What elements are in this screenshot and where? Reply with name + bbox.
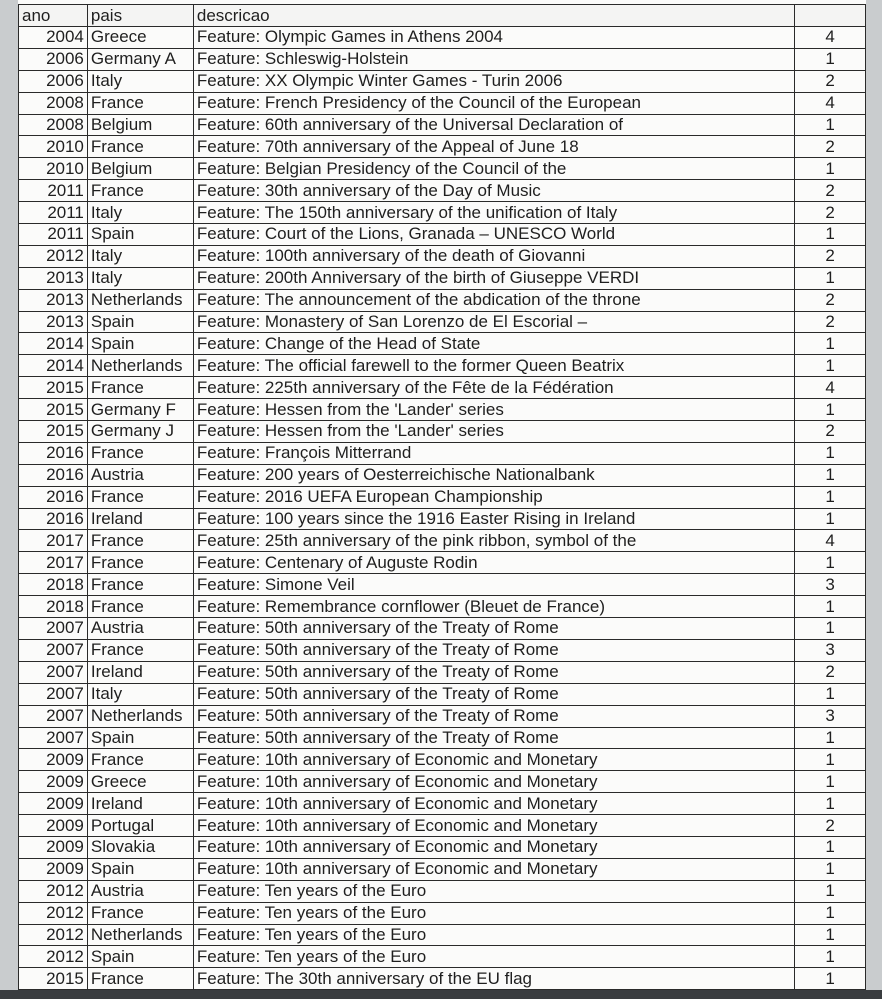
cell-pais[interactable]: Spain <box>87 858 193 880</box>
cell-quantity[interactable]: 1 <box>795 924 866 946</box>
table-row <box>19 902 866 924</box>
table-row <box>19 596 866 618</box>
table-row <box>19 267 866 289</box>
cell-descricao[interactable]: Feature: Ten years of the Euro <box>193 924 794 946</box>
table-row <box>19 924 866 946</box>
cell-ano[interactable]: 2006 <box>19 70 88 92</box>
cell-quantity[interactable]: 2 <box>795 180 866 202</box>
header-cell-ano[interactable]: ano <box>19 5 88 27</box>
cell-ano[interactable]: 2015 <box>19 399 88 421</box>
cell-descricao[interactable]: Feature: French Presidency of the Council of the European <box>193 92 794 114</box>
cell-ano[interactable]: 2007 <box>19 705 88 727</box>
cell-pais[interactable]: Belgium <box>87 114 193 136</box>
cell-quantity[interactable]: 1 <box>795 880 866 902</box>
cell-ano[interactable]: 2013 <box>19 311 88 333</box>
cell-pais[interactable]: France <box>87 596 193 618</box>
cell-descricao[interactable]: Feature: Court of the Lions, Granada – UNESCO World <box>193 224 794 246</box>
cell-ano[interactable]: 2009 <box>19 836 88 858</box>
cell-descricao[interactable]: Feature: 70th anniversary of the Appeal of June 18 <box>193 136 794 158</box>
table-row <box>19 136 866 158</box>
cell-ano[interactable]: 2015 <box>19 377 88 399</box>
cell-pais[interactable]: Netherlands <box>87 355 193 377</box>
cell-descricao[interactable]: Feature: 225th anniversary of the Fête de la Fédération <box>193 377 794 399</box>
cell-pais[interactable]: Slovakia <box>87 836 193 858</box>
cell-quantity[interactable]: 2 <box>795 70 866 92</box>
cell-pais[interactable]: Germany J <box>87 421 193 443</box>
table-row <box>19 508 866 530</box>
cell-quantity[interactable]: 2 <box>795 661 866 683</box>
cell-descricao[interactable]: Feature: 50th anniversary of the Treaty of Rome <box>193 639 794 661</box>
cell-descricao[interactable]: Feature: 10th anniversary of Economic and Monetary <box>193 815 794 837</box>
cell-ano[interactable]: 2016 <box>19 486 88 508</box>
cell-pais[interactable]: France <box>87 486 193 508</box>
cell-descricao[interactable]: Feature: Hessen from the 'Lander' series <box>193 399 794 421</box>
cell-quantity[interactable]: 1 <box>795 464 866 486</box>
table-row <box>19 749 866 771</box>
cell-pais[interactable]: Italy <box>87 245 193 267</box>
cell-ano[interactable]: 2013 <box>19 267 88 289</box>
cell-pais[interactable]: France <box>87 136 193 158</box>
cell-descricao[interactable]: Feature: 50th anniversary of the Treaty of Rome <box>193 705 794 727</box>
cell-descricao[interactable]: Feature: 200 years of Oesterreichische Nationalbank <box>193 464 794 486</box>
table-row <box>19 968 866 990</box>
cell-descricao[interactable]: Feature: 50th anniversary of the Treaty of Rome <box>193 618 794 640</box>
cell-descricao[interactable]: Feature: XX Olympic Winter Games - Turin 2006 <box>193 70 794 92</box>
cell-descricao[interactable]: Feature: Ten years of the Euro <box>193 880 794 902</box>
cell-descricao[interactable]: Feature: 200th Anniversary of the birth of Giuseppe VERDI <box>193 267 794 289</box>
cell-quantity[interactable]: 1 <box>795 946 866 968</box>
cell-ano[interactable]: 2014 <box>19 355 88 377</box>
table-row <box>19 421 866 443</box>
table-row <box>19 727 866 749</box>
cell-ano[interactable]: 2018 <box>19 574 88 596</box>
cell-pais[interactable]: France <box>87 377 193 399</box>
cell-quantity[interactable]: 2 <box>795 311 866 333</box>
cell-quantity[interactable]: 1 <box>795 683 866 705</box>
cell-descricao[interactable]: Feature: 50th anniversary of the Treaty of Rome <box>193 661 794 683</box>
cell-quantity[interactable]: 1 <box>795 749 866 771</box>
table-row <box>19 355 866 377</box>
cell-pais[interactable]: Netherlands <box>87 289 193 311</box>
cell-ano[interactable]: 2010 <box>19 136 88 158</box>
cell-pais[interactable]: France <box>87 749 193 771</box>
table-row <box>19 442 866 464</box>
cell-pais[interactable]: Netherlands <box>87 924 193 946</box>
cell-quantity[interactable]: 1 <box>795 793 866 815</box>
cell-ano[interactable]: 2009 <box>19 815 88 837</box>
cell-ano[interactable]: 2007 <box>19 639 88 661</box>
table-row <box>19 880 866 902</box>
cell-descricao[interactable]: Feature: 100 years since the 1916 Easter Rising in Ireland <box>193 508 794 530</box>
cell-descricao[interactable]: Feature: 60th anniversary of the Universal Declaration of <box>193 114 794 136</box>
cell-quantity[interactable]: 1 <box>795 618 866 640</box>
cell-quantity[interactable]: 1 <box>795 158 866 180</box>
cell-ano[interactable]: 2018 <box>19 596 88 618</box>
cell-quantity[interactable]: 2 <box>795 815 866 837</box>
cell-ano[interactable]: 2009 <box>19 858 88 880</box>
cell-quantity[interactable]: 3 <box>795 574 866 596</box>
table-row <box>19 771 866 793</box>
table-row <box>19 224 866 246</box>
table-row <box>19 114 866 136</box>
spreadsheet-sheet <box>18 0 866 990</box>
cell-quantity[interactable]: 1 <box>795 48 866 70</box>
table-row <box>19 552 866 574</box>
cell-quantity[interactable]: 1 <box>795 968 866 990</box>
cell-pais[interactable]: Spain <box>87 333 193 355</box>
cell-ano[interactable]: 2012 <box>19 924 88 946</box>
cell-descricao[interactable]: Feature: 2016 UEFA European Championship <box>193 486 794 508</box>
cell-descricao[interactable]: Feature: 100th anniversary of the death of Giovanni <box>193 245 794 267</box>
cell-ano[interactable]: 2016 <box>19 442 88 464</box>
cell-quantity[interactable]: 1 <box>795 355 866 377</box>
cell-descricao[interactable]: Feature: 25th anniversary of the pink ribbon, symbol of the <box>193 530 794 552</box>
cell-quantity[interactable]: 1 <box>795 552 866 574</box>
cell-pais[interactable]: Ireland <box>87 793 193 815</box>
cell-quantity[interactable]: 1 <box>795 771 866 793</box>
cell-ano[interactable]: 2007 <box>19 727 88 749</box>
table-row <box>19 793 866 815</box>
cell-quantity[interactable]: 2 <box>795 245 866 267</box>
cell-pais[interactable]: France <box>87 968 193 990</box>
cell-descricao[interactable]: Feature: 10th anniversary of Economic and Monetary <box>193 836 794 858</box>
cell-descricao[interactable]: Feature: 50th anniversary of the Treaty of Rome <box>193 683 794 705</box>
cell-ano[interactable]: 2012 <box>19 946 88 968</box>
table-row <box>19 705 866 727</box>
header-cell-descricao[interactable]: descricao <box>193 5 794 27</box>
table-row <box>19 574 866 596</box>
cell-quantity[interactable]: 4 <box>795 27 866 49</box>
cell-ano[interactable]: 2007 <box>19 683 88 705</box>
cell-ano[interactable]: 2010 <box>19 158 88 180</box>
header-cell-pais[interactable]: pais <box>87 5 193 27</box>
cell-quantity[interactable]: 2 <box>795 202 866 224</box>
cell-pais[interactable]: Greece <box>87 771 193 793</box>
table-row <box>19 618 866 640</box>
cell-quantity[interactable]: 4 <box>795 92 866 114</box>
cell-quantity[interactable]: 1 <box>795 399 866 421</box>
cell-pais[interactable]: France <box>87 639 193 661</box>
header-row <box>19 5 866 27</box>
cell-pais[interactable]: Italy <box>87 683 193 705</box>
cell-descricao[interactable]: Feature: Monastery of San Lorenzo de El Escorial – <box>193 311 794 333</box>
cell-descricao[interactable]: Feature: 10th anniversary of Economic and Monetary <box>193 771 794 793</box>
cell-quantity[interactable]: 1 <box>795 267 866 289</box>
table-row <box>19 530 866 552</box>
cell-ano[interactable]: 2008 <box>19 114 88 136</box>
cell-descricao[interactable]: Feature: Olympic Games in Athens 2004 <box>193 27 794 49</box>
cell-ano[interactable]: 2009 <box>19 749 88 771</box>
table-row <box>19 464 866 486</box>
table-row <box>19 486 866 508</box>
cell-ano[interactable]: 2016 <box>19 464 88 486</box>
table-row <box>19 48 866 70</box>
cell-descricao[interactable]: Feature: Hessen from the 'Lander' series <box>193 421 794 443</box>
bottom-edge-bar <box>0 990 882 999</box>
cell-quantity[interactable]: 1 <box>795 333 866 355</box>
cell-ano[interactable]: 2007 <box>19 618 88 640</box>
cell-descricao[interactable]: Feature: 10th anniversary of Economic and Monetary <box>193 749 794 771</box>
cell-quantity[interactable]: 4 <box>795 530 866 552</box>
table-row <box>19 946 866 968</box>
cell-pais[interactable]: Belgium <box>87 158 193 180</box>
cell-quantity[interactable]: 3 <box>795 639 866 661</box>
cell-ano[interactable]: 2015 <box>19 421 88 443</box>
cell-quantity[interactable]: 2 <box>795 289 866 311</box>
cell-ano[interactable]: 2015 <box>19 968 88 990</box>
cell-pais[interactable]: France <box>87 902 193 924</box>
table-row <box>19 639 866 661</box>
cell-pais[interactable]: Italy <box>87 267 193 289</box>
cell-pais[interactable]: Spain <box>87 311 193 333</box>
cell-descricao[interactable]: Feature: Simone Veil <box>193 574 794 596</box>
cell-pais[interactable]: Spain <box>87 727 193 749</box>
cell-ano[interactable]: 2011 <box>19 224 88 246</box>
cell-ano[interactable]: 2011 <box>19 202 88 224</box>
cell-pais[interactable]: France <box>87 442 193 464</box>
cell-pais[interactable]: Spain <box>87 946 193 968</box>
cell-ano[interactable]: 2013 <box>19 289 88 311</box>
cell-pais[interactable]: Austria <box>87 618 193 640</box>
cell-quantity[interactable]: 1 <box>795 114 866 136</box>
table-row <box>19 289 866 311</box>
cell-descricao[interactable]: Feature: Centenary of Auguste Rodin <box>193 552 794 574</box>
cell-ano[interactable]: 2006 <box>19 48 88 70</box>
table-row <box>19 333 866 355</box>
cell-quantity[interactable]: 1 <box>795 836 866 858</box>
cell-pais[interactable]: Netherlands <box>87 705 193 727</box>
cell-quantity[interactable]: 1 <box>795 224 866 246</box>
cell-ano[interactable]: 2012 <box>19 245 88 267</box>
table-row <box>19 836 866 858</box>
cell-pais[interactable]: Ireland <box>87 508 193 530</box>
cell-descricao[interactable]: Feature: Ten years of the Euro <box>193 946 794 968</box>
cell-pais[interactable]: Italy <box>87 70 193 92</box>
cell-pais[interactable]: Greece <box>87 27 193 49</box>
cell-ano[interactable]: 2017 <box>19 552 88 574</box>
cell-pais[interactable]: France <box>87 180 193 202</box>
cell-ano[interactable]: 2008 <box>19 92 88 114</box>
cell-descricao[interactable]: Feature: 10th anniversary of Economic and Monetary <box>193 793 794 815</box>
table-row <box>19 180 866 202</box>
cell-quantity[interactable]: 1 <box>795 508 866 530</box>
cell-pais[interactable]: Austria <box>87 880 193 902</box>
cell-descricao[interactable]: Feature: Ten years of the Euro <box>193 902 794 924</box>
cell-quantity[interactable]: 3 <box>795 705 866 727</box>
cell-ano[interactable]: 2012 <box>19 902 88 924</box>
cell-quantity[interactable]: 2 <box>795 136 866 158</box>
cell-quantity[interactable]: 4 <box>795 377 866 399</box>
cell-ano[interactable]: 2011 <box>19 180 88 202</box>
cell-descricao[interactable]: Feature: Remembrance cornflower (Bleuet de France) <box>193 596 794 618</box>
cell-quantity[interactable]: 1 <box>795 442 866 464</box>
cell-descricao[interactable]: Feature: Schleswig-Holstein <box>193 48 794 70</box>
table-row <box>19 815 866 837</box>
data-table <box>18 4 866 990</box>
cell-ano[interactable]: 2004 <box>19 27 88 49</box>
cell-descricao[interactable]: Feature: The announcement of the abdication of the throne <box>193 289 794 311</box>
cell-descricao[interactable]: Feature: The official farewell to the former Queen Beatrix <box>193 355 794 377</box>
cell-pais[interactable]: France <box>87 552 193 574</box>
cell-pais[interactable]: France <box>87 530 193 552</box>
cell-pais[interactable]: Germany A <box>87 48 193 70</box>
cell-quantity[interactable]: 1 <box>795 486 866 508</box>
cell-descricao[interactable]: Feature: 50th anniversary of the Treaty of Rome <box>193 727 794 749</box>
cell-descricao[interactable]: Feature: 30th anniversary of the Day of Music <box>193 180 794 202</box>
cell-quantity[interactable]: 1 <box>795 902 866 924</box>
cell-descricao[interactable]: Feature: Belgian Presidency of the Council of the <box>193 158 794 180</box>
cell-quantity[interactable]: 2 <box>795 421 866 443</box>
cell-ano[interactable]: 2017 <box>19 530 88 552</box>
table-row <box>19 311 866 333</box>
cell-quantity[interactable]: 1 <box>795 858 866 880</box>
cell-descricao[interactable]: Feature: The 30th anniversary of the EU flag <box>193 968 794 990</box>
table-row <box>19 377 866 399</box>
cell-pais[interactable]: Spain <box>87 224 193 246</box>
cell-ano[interactable]: 2007 <box>19 661 88 683</box>
cell-descricao[interactable]: Feature: Change of the Head of State <box>193 333 794 355</box>
cell-pais[interactable]: Germany F <box>87 399 193 421</box>
cell-pais[interactable]: Ireland <box>87 661 193 683</box>
cell-descricao[interactable]: Feature: 10th anniversary of Economic and Monetary <box>193 858 794 880</box>
cell-pais[interactable]: Italy <box>87 202 193 224</box>
table-row <box>19 858 866 880</box>
cell-ano[interactable]: 2012 <box>19 880 88 902</box>
table-row <box>19 399 866 421</box>
cell-quantity[interactable]: 1 <box>795 727 866 749</box>
cell-pais[interactable]: Austria <box>87 464 193 486</box>
table-row <box>19 92 866 114</box>
table-row <box>19 27 866 49</box>
table-row <box>19 661 866 683</box>
table-row <box>19 683 866 705</box>
table-row <box>19 202 866 224</box>
cell-pais[interactable]: France <box>87 92 193 114</box>
table-row <box>19 245 866 267</box>
cell-pais[interactable]: Portugal <box>87 815 193 837</box>
cell-ano[interactable]: 2014 <box>19 333 88 355</box>
cell-pais[interactable]: France <box>87 574 193 596</box>
cell-quantity[interactable]: 1 <box>795 596 866 618</box>
table-row <box>19 70 866 92</box>
cell-descricao[interactable]: Feature: The 150th anniversary of the unification of Italy <box>193 202 794 224</box>
header-cell-quantity[interactable] <box>795 5 866 27</box>
cell-descricao[interactable]: Feature: François Mitterrand <box>193 442 794 464</box>
table-row <box>19 158 866 180</box>
cell-ano[interactable]: 2016 <box>19 508 88 530</box>
cell-ano[interactable]: 2009 <box>19 793 88 815</box>
cell-ano[interactable]: 2009 <box>19 771 88 793</box>
